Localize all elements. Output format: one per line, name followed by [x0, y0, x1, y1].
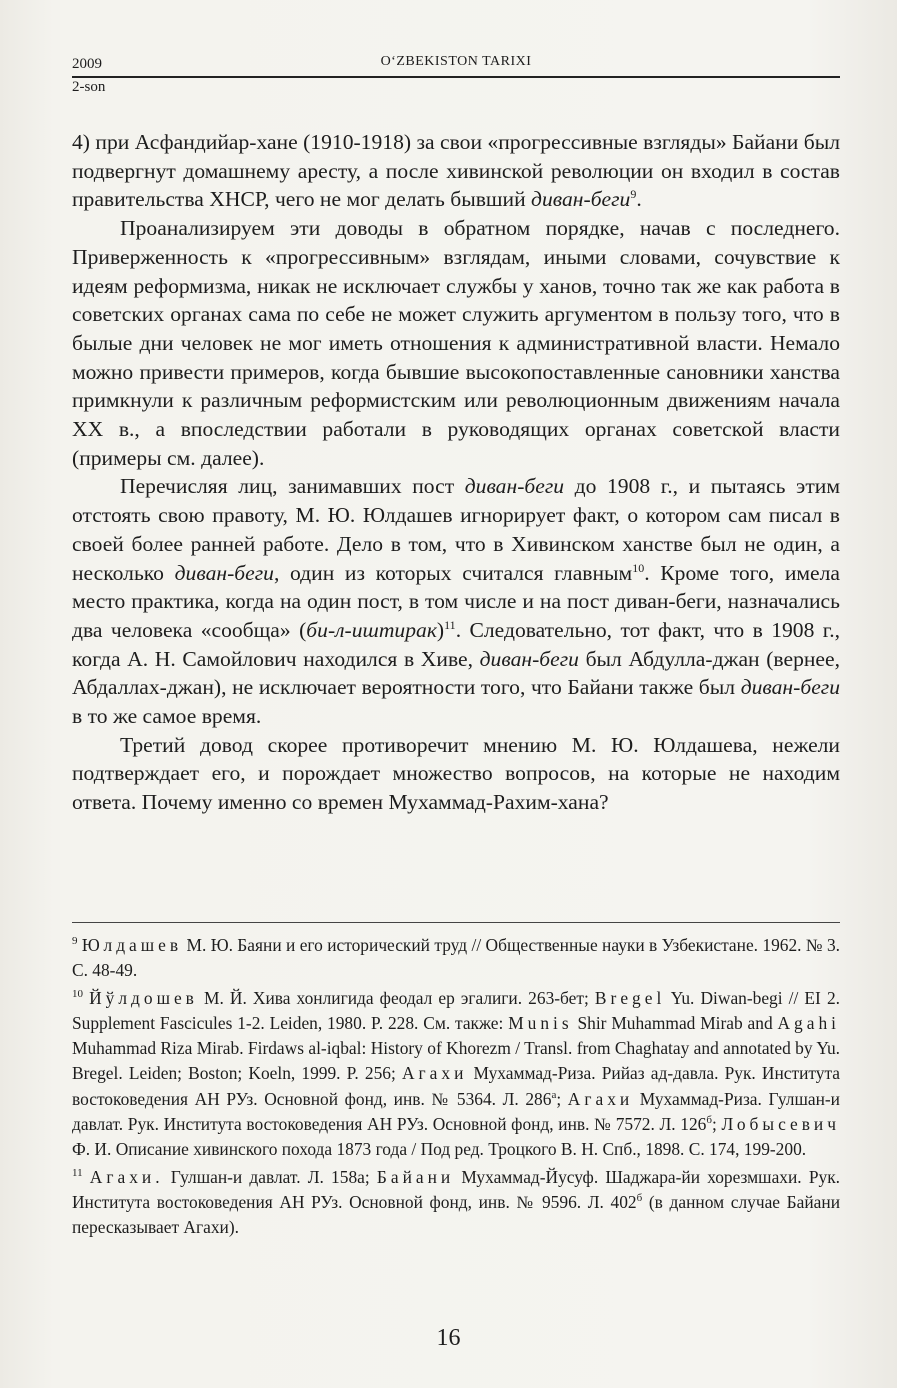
footnotes: [72, 933, 840, 1243]
header-issue: 2-son: [72, 79, 106, 95]
footnote-ref-11: 11: [444, 617, 456, 632]
header-journal-title: O‘ZBEKISTON TARIXI: [380, 54, 532, 69]
page-number: 16: [436, 1325, 461, 1351]
header-rule: [72, 76, 840, 78]
paragraph-1: 4) при Асфандийар-хане (1910-1918) за свои «прогрессивные взгляды» Байани был подвергнут домашнему аресту, а после хивинской революции он входил в состав правительства ХНСР, чего не мог делать бывший диван-беги$^9$.: [72, 130, 840, 212]
footnote-rule: [72, 922, 840, 923]
footnote-ref-9: 9: [630, 187, 637, 202]
footnote-9: $^9$ Юлдашев М. Ю. Баяни и его исторический труд // Общественные науки в Узбекистане. 1962. № 3. С. 48-49.: [72, 935, 840, 981]
main-text: [72, 128, 840, 817]
footnote-10: $^{10}$ Йўлдошев М. Й. Хива хонлигида феодал ер эгалиги. 263-бет; Bregel Yu. Diwan-begi // EI 2. Supplement Fascicules 1-2. Leiden, 1980. P. 228. См. также: Munis Shir Muhammad Mirab and Agahi Muhammad Riza Mirab. Firdaws al-iqbal: History of Khorezm / Transl. from Chaghatay and annotated by Yu. Bregel. Leiden; Boston; Koeln, 1999. P. 256; Агахи Мухаммад-Риза. Рийаз ад-давла. Рук. Института востоковедения АН РУз. Основной фонд, инв. № 5364. Л. $286^а$; Агахи Мухаммад-Риза. Гулшан-и давлат. Рук. Института востоковедения АН РУз. Основной фонд, инв. № 7572. Л. $126^б$; Лобысевич Ф. И. Описание хивинского похода 1873 года / Под ред. Троцкого В. Н. Спб., 1898. С. 174, 199-200.: [72, 987, 841, 1160]
term-divan-begi: диван-беги: [531, 187, 631, 212]
paragraph-3: Перечисляя лиц, занимавших пост диван-беги до 1908 г., и пытаясь этим отстоять свою правоту, М. Ю. Юлдашев игнорирует факт, о котором сам писал в своей более ранней работе. Дело в том, что в Хивинском ханстве был не один, а несколько диван-беги, один из которых считался главным$^{10}$. Кроме того, имела место практика, когда на один пост, в том числе и на пост диван-беги, назначались два человека «сообща» (би-л-иштирак)$^{11}$. Следовательно, тот факт, что в 1908 г., когда А. Н. Самойлович находился в Хиве, диван-беги был Абдулла-джан (вернее, Абдаллах-джан), не исключает вероятности того, что Байани также был диван-беги в то же самое время.: [72, 474, 841, 729]
running-header: [72, 52, 840, 96]
paragraph-4: Третий довод скорее противоречит мнению М. Ю. Юлдашева, нежели подтверждает его, и порождает множество вопросов, на которые не находим ответа. Почему именно со времен Мухаммад-Рахим-хана?: [72, 732, 840, 815]
footnote-11: $^{11}$ Агахи. Гулшан-и давлат. Л. 158а; Байани Мухаммад-Йусуф. Шаджара-йи хорезмшахи. Рук. Института востоковедения АН РУз. Основной фонд, инв. № 9596. Л. $402^б$ (в данном случае Байани пересказывает Агахи).: [72, 1166, 841, 1238]
footnote-ref-10: 10: [632, 560, 645, 575]
paragraph-2: Проанализируем эти доводы в обратном порядке, начав с последнего. Приверженность к «прогрессивным» взглядам, иными словами, сочувствие к идеям реформизма, никак не исключает службы у ханов, точно так же как работа в советских органах сама по себе не может служить аргументом в пользу того, что в былые дни человек не мог иметь отношения к административной власти. Немало можно привести примеров, когда бывшие высокопоставленные сановники ханства примкнули к различным реформистским или революционным движениям начала XX в., а впоследствии работали в руководящих органах советской власти (примеры см. далее).: [72, 216, 840, 470]
header-year: 2009: [72, 56, 102, 72]
